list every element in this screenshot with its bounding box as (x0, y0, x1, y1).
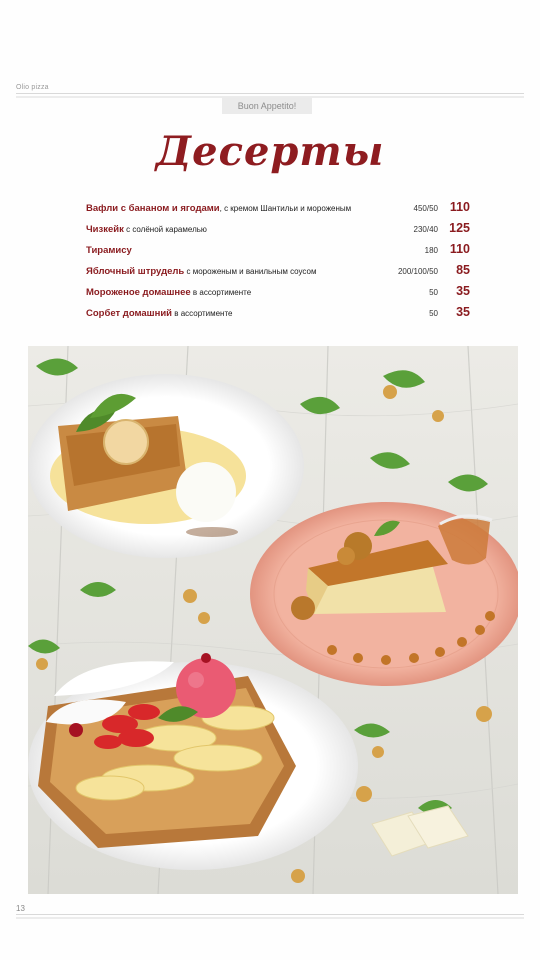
item-price: 85 (456, 263, 470, 277)
brand-name: Olio pizza (16, 84, 49, 91)
dessert-photo-illustration (28, 346, 518, 894)
page-title: Десерты (155, 128, 385, 175)
item-weight: 200/100/50 (397, 267, 438, 276)
item-price: 35 (456, 305, 470, 319)
item-description: , с кремом Шантильи и мороженым (219, 204, 352, 213)
top-divider (16, 93, 524, 94)
item-price: 35 (456, 284, 470, 298)
page-number: 13 (16, 904, 25, 913)
cheesecake-plate (250, 502, 518, 686)
item-weight: 50 (429, 309, 438, 318)
dessert-menu-list (86, 200, 470, 326)
bottom-divider-secondary (16, 917, 524, 919)
menu-item (86, 242, 470, 263)
item-price: 125 (449, 221, 470, 235)
item-name: Мороженое домашнее (86, 287, 191, 298)
item-name: Сорбет домашний (86, 308, 173, 319)
item-description: с солёной карамелью (123, 225, 207, 234)
item-description: в ассортименте (190, 288, 252, 297)
section-tab: Buon Appetito! (222, 97, 312, 114)
item-name: Тирамису (86, 245, 132, 256)
menu-item (86, 221, 470, 242)
menu-item (86, 263, 470, 284)
menu-item (86, 200, 470, 221)
item-name: Вафли с бананом и ягодами (86, 203, 220, 214)
item-weight: 450/50 (413, 204, 438, 213)
item-price: 110 (449, 200, 470, 214)
item-weight: 50 (429, 288, 438, 297)
item-price: 110 (449, 242, 470, 256)
item-name: Чизкейк (86, 224, 124, 235)
item-description: с мороженым и ванильным соусом (184, 267, 317, 276)
item-weight: 230/40 (413, 225, 438, 234)
item-weight: 180 (424, 246, 438, 255)
item-name: Яблочный штрудель (86, 266, 185, 277)
item-description: в ассортименте (172, 309, 233, 318)
strudel-plate (28, 374, 304, 558)
bottom-divider (16, 914, 524, 915)
menu-item (86, 305, 470, 326)
menu-item (86, 284, 470, 305)
dessert-photo (28, 346, 518, 894)
